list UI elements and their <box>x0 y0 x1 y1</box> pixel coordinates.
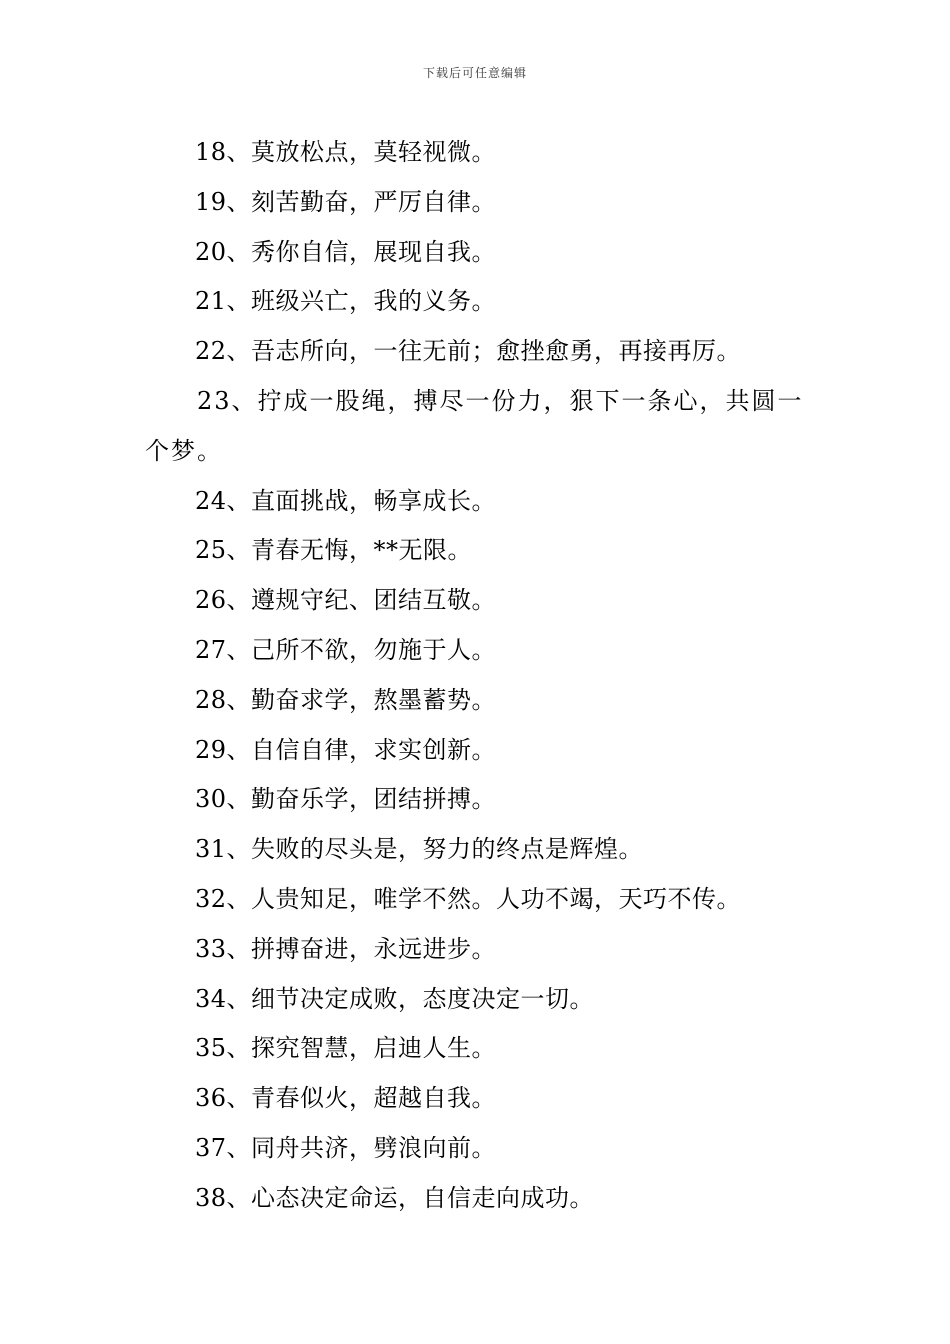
slogan-line: 28、勤奋求学，熬墨蓄势。 <box>195 685 497 714</box>
slogan-line: 38、心态决定命运，自信走向成功。 <box>195 1183 595 1212</box>
slogan-line: 32、人贵知足，唯学不然。人功不竭，天巧不传。 <box>195 884 742 913</box>
slogan-list <box>145 128 815 1224</box>
slogan-line: 37、同舟共济，劈浪向前。 <box>195 1133 497 1162</box>
slogan-line: 22、吾志所向，一往无前；愈挫愈勇，再接再厉。 <box>195 337 742 366</box>
slogan-line: 27、己所不欲，勿施于人。 <box>195 635 497 664</box>
slogan-line: 34、细节决定成败，态度决定一切。 <box>195 984 595 1013</box>
slogan-line: 29、自信自律，求实创新。 <box>195 735 497 764</box>
slogan-line: 25、青春无悔，**无限。 <box>195 536 473 565</box>
slogan-line: 30、勤奋乐学，团结拼搏。 <box>195 785 497 814</box>
slogan-line: 35、探究智慧，启迪人生。 <box>195 1034 497 1063</box>
slogan-line: 18、莫放松点，莫轻视微。 <box>195 138 497 166</box>
page-header: 下载后可任意编辑 <box>422 66 527 80</box>
slogan-line: 24、直面挑战，畅享成长。 <box>195 486 497 515</box>
slogan-line: 36、青春似火，超越自我。 <box>195 1084 497 1113</box>
slogan-line: 31、失败的尽头是，努力的终点是辉煌。 <box>195 835 644 864</box>
slogan-line: 26、遵规守纪、团结互敬。 <box>195 586 497 615</box>
slogan-line: 19、刻苦勤奋，严厉自律。 <box>195 187 497 216</box>
slogan-line: 20、秀你自信，展现自我。 <box>195 237 497 266</box>
slogan-line: 23、拧成一股绳，搏尽一份力，狠下一条心，共圆一个梦。 <box>145 386 804 465</box>
slogan-line: 21、班级兴亡，我的义务。 <box>195 287 497 316</box>
slogan-line: 33、拼搏奋进，永远进步。 <box>195 934 497 963</box>
